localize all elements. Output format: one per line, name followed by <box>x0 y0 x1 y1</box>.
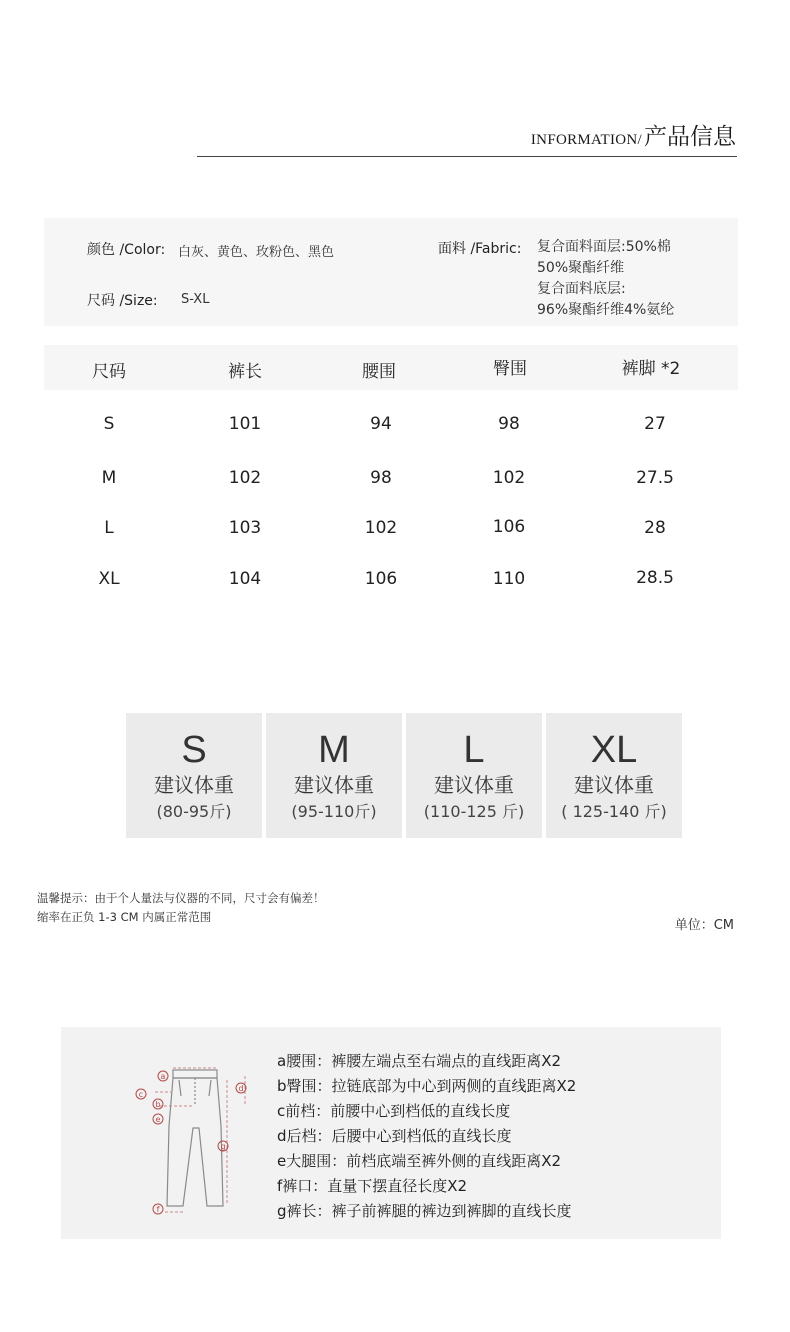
col-header-size: 尺码 <box>92 362 126 382</box>
table-cell: S <box>103 414 115 434</box>
table-cell: 98 <box>370 468 392 488</box>
measurement-thigh: e大腿围：前档底端至裤外侧的直线距离X2 <box>277 1152 562 1170</box>
col-header-hip: 臀围 <box>493 359 527 379</box>
size-value: S-XL <box>181 292 210 307</box>
table-cell: 102 <box>228 468 262 488</box>
fabric-value <box>537 237 674 321</box>
table-cell: 104 <box>228 569 262 589</box>
card-label: 建议体重 <box>574 773 654 797</box>
diagram-letter: b <box>155 1100 161 1109</box>
table-cell: 106 <box>364 569 398 589</box>
table-cell: 106 <box>492 517 526 537</box>
col-header-length: 裤长 <box>228 362 262 382</box>
diagram-letter: e <box>155 1115 161 1124</box>
diagram-letter: a <box>160 1072 166 1081</box>
card-range: (80-95斤) <box>156 802 232 821</box>
header-en: INFORMATION/ <box>530 132 642 148</box>
table-cell: 102 <box>364 518 398 538</box>
card-label: 建议体重 <box>154 773 234 797</box>
col-header-hem: 裤脚 *2 <box>621 359 681 379</box>
tip-note-tolerance: 缩率在正负 1-3 CM 内属正常范围 <box>37 910 212 924</box>
size-label: 尺码 /Size: <box>87 293 158 309</box>
weight-card-xl <box>546 713 682 838</box>
weight-card-m <box>266 713 402 838</box>
table-cell: 27 <box>644 414 666 434</box>
fabric-line: 复合面料底层: <box>537 281 626 297</box>
fabric-line: 复合面料面层:50%棉 <box>537 239 671 255</box>
table-cell: 102 <box>492 468 526 488</box>
fabric-label: 面料 /Fabric: <box>438 241 522 257</box>
table-cell: 101 <box>228 414 262 434</box>
weight-card-l <box>406 713 542 838</box>
card-size: S <box>181 729 207 771</box>
page-header <box>531 118 736 151</box>
diagram-letter: f <box>156 1205 160 1214</box>
card-range: (110-125 斤) <box>423 802 525 821</box>
measurement-leg-opening: f裤口：直量下摆直径长度X2 <box>277 1177 468 1195</box>
measurement-waist: a腰围：裤腰左端点至右端点的直线距离X2 <box>277 1052 562 1070</box>
diagram-letter: d <box>238 1084 244 1093</box>
table-cell: 27.5 <box>636 468 674 488</box>
card-range: (95-110斤) <box>291 802 377 821</box>
header-zh: 产品信息 <box>644 124 736 150</box>
diagram-letter: g <box>220 1142 226 1151</box>
card-range: ( 125-140 斤) <box>561 802 667 821</box>
measurement-length: g裤长：裤子前裤腿的裤边到裤脚的直线长度 <box>277 1202 572 1220</box>
color-value: 白灰、黄色、玫粉色、黑色 <box>178 245 335 260</box>
pants-diagram-icon <box>127 1066 247 1220</box>
measurement-hip: b臀围：拉链底部为中心到两侧的直线距离X2 <box>277 1077 577 1095</box>
tip-note: 温馨提示：由于个人量法与仪器的不同，尺寸会有偏差！ <box>37 891 325 905</box>
table-cell: 103 <box>228 518 262 538</box>
col-header-waist: 腰围 <box>362 362 396 382</box>
table-cell: M <box>101 468 117 488</box>
unit-label: 单位：CM <box>674 918 734 933</box>
weight-card-s <box>126 713 262 838</box>
card-label: 建议体重 <box>434 773 514 797</box>
table-cell: L <box>104 518 114 538</box>
color-label: 颜色 /Color: <box>87 242 166 258</box>
fabric-line: 50%聚酯纤维 <box>537 260 625 276</box>
table-cell: 110 <box>492 569 526 589</box>
table-cell: 94 <box>370 414 392 434</box>
table-cell: 28.5 <box>636 568 674 588</box>
card-label: 建议体重 <box>294 773 374 797</box>
card-size: M <box>318 729 350 771</box>
measurement-front-rise: c前档：前腰中心到档低的直线长度 <box>277 1102 511 1120</box>
card-size: L <box>463 729 485 771</box>
measurement-back-rise: d后档：后腰中心到档低的直线长度 <box>277 1127 512 1145</box>
table-cell: 98 <box>498 414 520 434</box>
table-cell: XL <box>98 569 120 589</box>
card-size: XL <box>590 729 638 771</box>
fabric-line: 96%聚酯纤维4%氨纶 <box>537 302 675 318</box>
diagram-letter: c <box>138 1090 144 1099</box>
header-divider <box>197 156 737 157</box>
table-cell: 28 <box>644 518 666 538</box>
